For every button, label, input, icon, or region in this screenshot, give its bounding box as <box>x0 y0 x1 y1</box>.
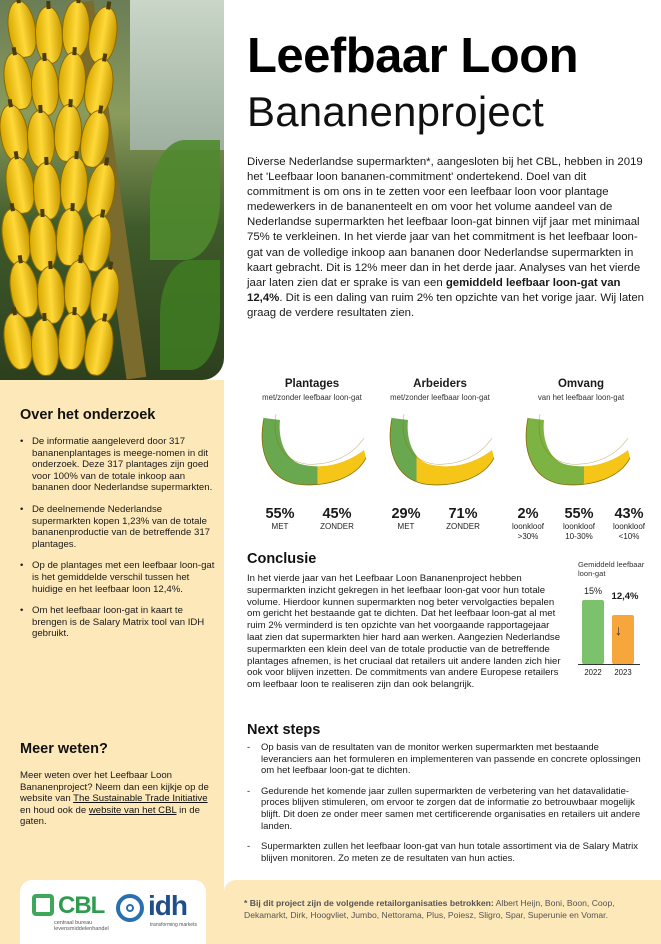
list-item: • Om het leefbaar loon-gat in kaart te brengen is de Salary Matrix tool van IDH gebruikt. <box>20 605 215 640</box>
page-subtitle: Bananenproject <box>247 88 545 135</box>
banana-shape <box>26 109 57 168</box>
value-met: 55% <box>265 506 295 522</box>
value-met: 29% <box>391 506 421 522</box>
banana-shape <box>63 259 94 318</box>
banana-chart-arbeiders <box>384 408 496 488</box>
list-item: • Op de plantages met een leefbaar loon-gat is het gemiddelde verschil tussen het huidige en het leefbaar loon 12,4%. <box>20 560 215 595</box>
banana-shape <box>30 57 61 116</box>
mini-year-2022: 2022 <box>584 668 602 677</box>
chart-subtitle: van het leefbaar loon-gat <box>537 393 625 402</box>
value-lt10: 43% <box>614 506 644 522</box>
list-item: - Supermarkten zullen het leefbaar loon-gat van hun totale assortiment via de Salary Matrix blijven monitoren. Zo meten ze de resultaten van hun acties. <box>247 841 652 864</box>
slice-gt30 <box>520 408 526 488</box>
list-item: • De deelnemende Nederlandse supermarkten kopen 1,23% van de totale bananenproductie van de betreffende 317 plantages. <box>20 504 215 550</box>
mini-value-2022: 15% <box>583 586 602 596</box>
label-lt10: loonkloof <10% <box>612 522 646 541</box>
chart-subtitle: met/zonder leefbaar loon-gat <box>390 393 490 402</box>
mini-value-2023: 12,4% <box>611 591 639 602</box>
mini-axis <box>578 664 640 665</box>
slice-met <box>256 408 318 488</box>
arrow-down-icon: ↓ <box>615 622 622 638</box>
chart-subtitle: met/zonder leefbaar loon-gat <box>262 393 362 402</box>
leaf-shape <box>150 140 220 260</box>
idh-logo-icon <box>116 894 144 922</box>
slice-met <box>384 408 417 488</box>
idh-logo-subtitle: transforming markets <box>150 922 197 928</box>
next-steps-title: Next steps <box>247 722 321 738</box>
list-item: - Gedurende het komende jaar zullen supermarkten de verbetering van het datavalidatie-proces blijven stimuleren, om ervoor te zorgen dat de informatie zo betrouwbaar mogelijk blijft. Dit doen ze onder meer samen met certificerende organisaties en retailers uit andere landen. <box>247 786 652 832</box>
sidebar-title-meer: Meer weten? <box>20 741 108 757</box>
chart-omvang <box>506 378 656 540</box>
cbl-logo-subtitle: centraal bureau levensmiddelenhandel <box>54 920 109 932</box>
banana-shape <box>30 317 61 376</box>
list-item: • De informatie aangeleverd door 317 bananenplantages is meege-nomen in dit onderzoek. Deze 317 plantages zijn goed voor 100% van de totale inkoop aan bananen door Nederlandse supermarkten. <box>20 436 215 494</box>
chart-arbeiders <box>370 378 510 540</box>
link-sustainable-trade[interactable]: The Sustainable Trade Initiative <box>73 793 208 805</box>
chart-title: Arbeiders <box>413 378 467 390</box>
banana-shape <box>34 5 65 64</box>
leaf-shape <box>160 260 220 370</box>
value-10-30: 55% <box>564 506 594 522</box>
next-steps-list <box>247 742 652 873</box>
slice-lt10 <box>584 408 632 488</box>
mini-chart-title: Gemiddeld leefbaar loon-gat <box>578 560 645 578</box>
slice-zonder <box>318 408 368 488</box>
banana-shape <box>81 316 118 378</box>
onderzoek-list <box>20 436 215 650</box>
meer-weten-text: Meer weten over het Leefbaar Loon Bananenproject? Neem dan een kijkje op de website van The Sustainable Trade Initiative en houd ook de website van het CBL in de gaten. <box>20 770 209 828</box>
slice-10-30 <box>526 408 584 488</box>
bar-2022 <box>582 600 604 664</box>
label-met: MET <box>271 522 289 531</box>
footnote: * Bij dit project zijn de volgende retailorganisaties betrokken: Albert Heijn, Boni, Boon, Coop, Dekamarkt, Dirk, Hoogvliet, Jumbo, Nettorama, Plus, Poiesz, Sligro, Spar, Superunie en Vomar. <box>224 880 661 944</box>
mini-year-2023: 2023 <box>614 668 632 677</box>
cbl-logo-icon <box>32 894 54 916</box>
label-zonder: ZONDER <box>320 522 354 531</box>
value-zonder: 45% <box>322 506 352 522</box>
chart-plantages <box>242 378 382 540</box>
sky-background <box>130 0 224 150</box>
banana-shape <box>36 265 67 324</box>
value-zonder: 71% <box>448 506 478 522</box>
label-10-30: loonkloof 10-30% <box>562 522 596 541</box>
logo-panel <box>20 880 206 944</box>
conclusie-title: Conclusie <box>247 551 317 567</box>
link-cbl-website[interactable]: website van het CBL <box>88 804 177 816</box>
intro-paragraph: Diverse Nederlandse supermarkten*, aangesloten bij het CBL, hebben in 2019 het 'Leefbaar loon bananen-commitment' ondertekend. Doel van dit commitment is om ons in te zetten voor een leefbaar loon voor plantage medewerkers in de bananenteelt en om voor het volume aandeel van de Nederlandse supermarkten het leefbaar loon-gat binnen vijf jaar met minimaal 75% te verkleinen. In het vierde jaar van het commitment is het leefbaar loon-gat van de volledige inkoop aan bananen door Nederlandse supermarkten in kaart gebracht. Dit is 12% meer dan in het derde jaar. Analyses van het vierde jaar laten zien dat er sprake is van een gemiddeld leefbaar loon-gat van 12,4%. Dit is een daling van ruim 2% ten opzichte van het vorige jaar. Wij laten graag de verdere resultaten zien. <box>247 156 645 319</box>
slice-zonder <box>417 408 497 488</box>
banana-chart-plantages <box>256 408 368 488</box>
conclusie-text: In het vierde jaar van het Leefbaar Loon Bananenproject hebben supermarkten inzicht gekregen in het leefbaar loon-gat voor hun totale volume. Hierdoor kunnen supermarkten nog beter vervolgacties bepalen om gericht het bestaande gat te dichten. Dat het leefbaar loon-gat al met ruim 2% verminderd is ten opzichte van het voorgaande rapportagejaar laat zien dat supermarkten hier hard aan werken. Aangezien Nederlandse supermarkten een klein deel van de totale productie van de betreffende plantages afnemen, is het cruciaal dat retailers uit andere landen zich hier ook voor blijven inzetten. De commitments van andere Europese retailers om leefbaar loon te realiseren zijn dan ook belangrijk. <box>247 573 561 691</box>
sidebar-title-onderzoek: Over het onderzoek <box>20 407 156 423</box>
label-gt30: loonkloof >30% <box>511 522 545 541</box>
label-zonder: ZONDER <box>446 522 480 531</box>
chart-title: Plantages <box>284 378 340 390</box>
mini-bar-chart <box>578 560 658 677</box>
cbl-logo: CBL <box>58 892 105 919</box>
page-title: Leefbaar Loon <box>247 29 579 83</box>
banana-shape <box>53 103 84 162</box>
banana-shape <box>28 213 59 272</box>
label-met: MET <box>397 522 415 531</box>
list-item: - Op basis van de resultaten van de monitor werken supermarkten met bestaande leveranciers aan het formuleren en implementeren van passende en concrete oplossingen om het leefbaar loon-gat te dichten. <box>247 742 652 777</box>
value-gt30: 2% <box>517 506 539 522</box>
idh-logo: idh <box>148 890 187 921</box>
banana-photo <box>0 0 224 380</box>
banana-chart-omvang <box>520 408 632 488</box>
chart-title: Omvang <box>557 378 604 390</box>
banana-shape <box>32 161 63 220</box>
banana-shape <box>57 311 88 370</box>
